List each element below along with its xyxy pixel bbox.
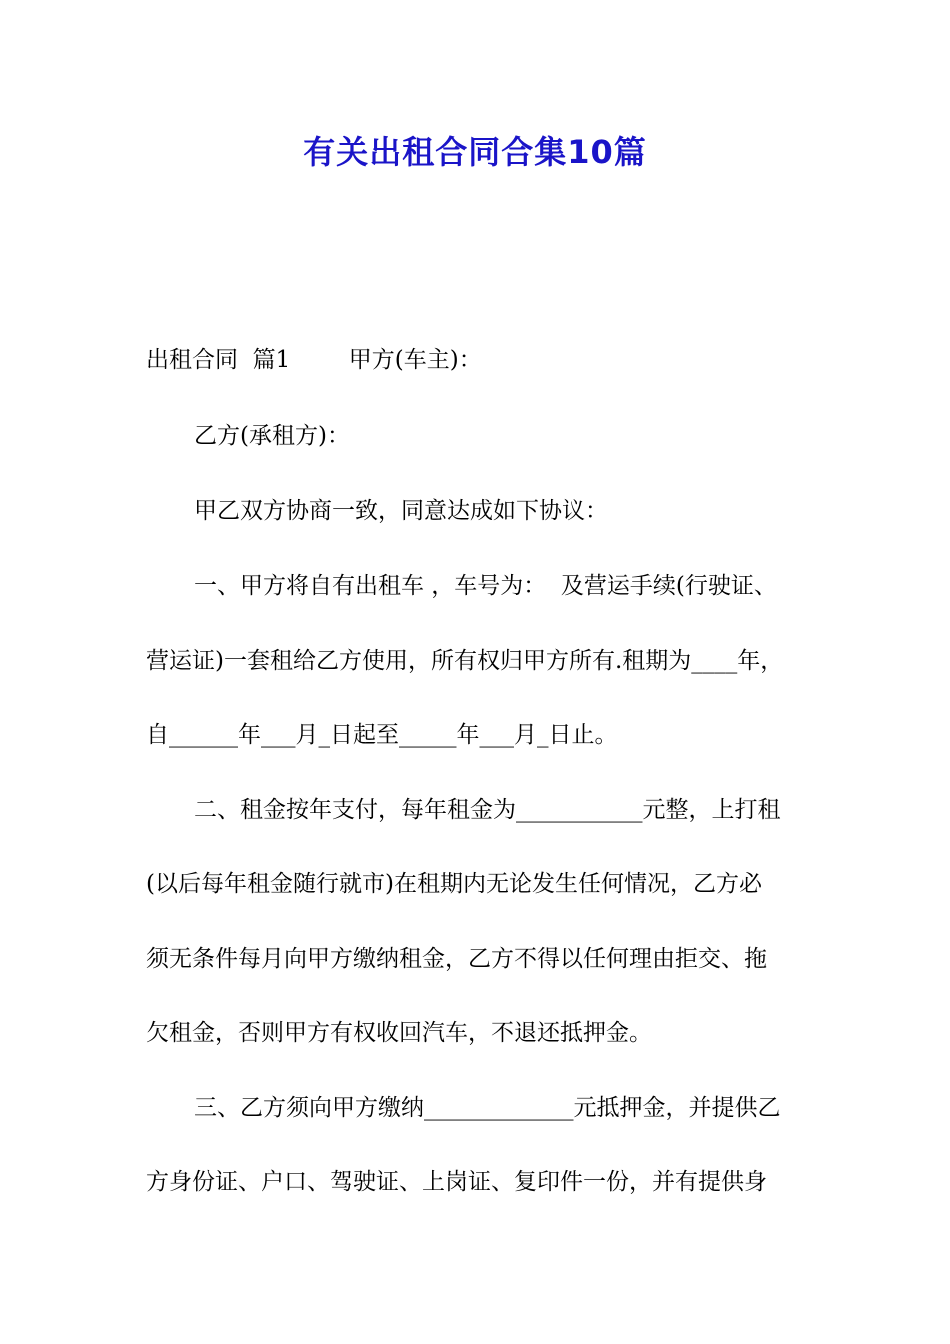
section-heading-line: 出租合同 篇1 甲方(车主)： bbox=[146, 347, 482, 373]
clause-3-line-2: 方身份证、户口、驾驶证、上岗证、复印件一份，并有提供身 bbox=[146, 1169, 767, 1195]
clause-2-line-1: 二、租金按年支付，每年租金为___________元整，上打租 bbox=[194, 797, 781, 823]
clause-1-line-1: 一、甲方将自有出租车 ，车号为： 及营运手续(行驶证、 bbox=[194, 573, 777, 599]
clause-3-line-1: 三、乙方须向甲方缴纳_____________元抵押金，并提供乙 bbox=[194, 1095, 781, 1121]
party-b-line: 乙方(承租方)： bbox=[194, 423, 350, 449]
document-title: 有关出租合同合集10篇 bbox=[303, 133, 647, 171]
clause-2-line-3: 须无条件每月向甲方缴纳租金，乙方不得以任何理由拒交、拖 bbox=[146, 946, 767, 972]
clause-2-line-4: 欠租金，否则甲方有权收回汽车，不退还抵押金。 bbox=[146, 1020, 652, 1046]
clause-1-line-2: 营运证)一套租给乙方使用，所有权归甲方所有.租期为____年， bbox=[146, 648, 784, 674]
clause-1-line-3: 自______年___月_日起至_____年___月_日止。 bbox=[146, 722, 618, 748]
clause-2-line-2: (以后每年租金随行就市)在租期内无论发生任何情况，乙方必 bbox=[146, 871, 762, 897]
agreement-intro-line: 甲乙双方协商一致，同意达成如下协议： bbox=[194, 498, 608, 524]
